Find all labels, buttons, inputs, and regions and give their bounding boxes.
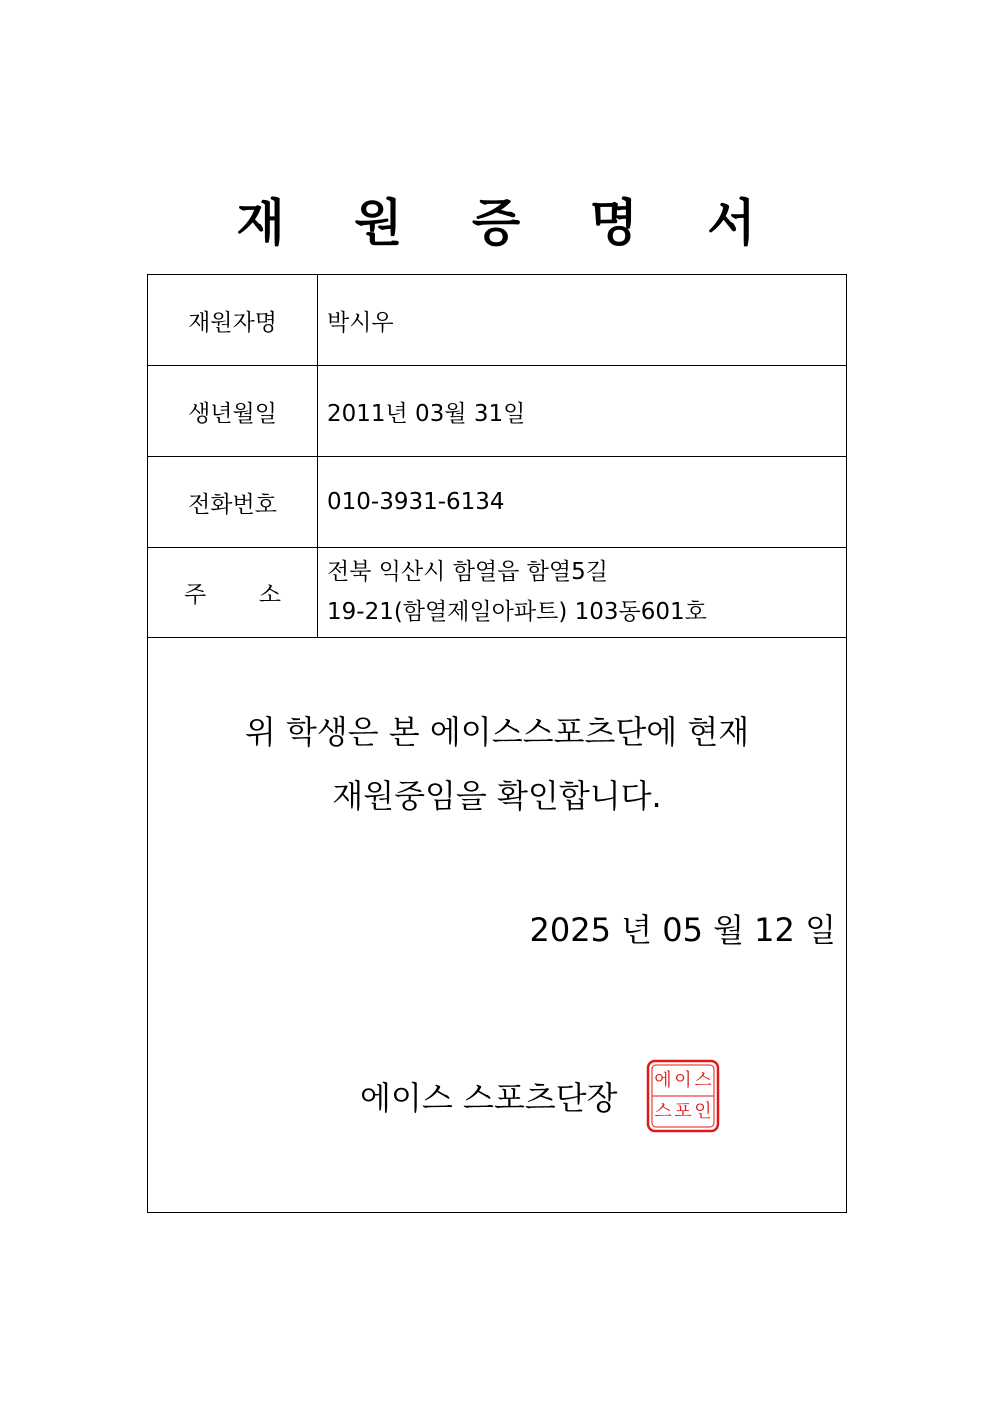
field-label-address: [148, 547, 318, 637]
certificate-box: [147, 274, 847, 1213]
field-value-phone: 010-3931-6134: [327, 489, 505, 515]
official-seal-icon: [646, 1059, 720, 1133]
field-label-phone: 전화번호: [148, 457, 318, 547]
svg-text:포: 포: [674, 1101, 692, 1122]
statement-line-1: 위 학생은 본 에이스스포츠단에 현재: [244, 713, 750, 751]
field-row-phone: [148, 457, 846, 548]
svg-text:이: 이: [674, 1070, 692, 1091]
field-row-birthdate: [148, 366, 846, 457]
confirmation-statement: [148, 700, 846, 828]
svg-text:에: 에: [654, 1070, 672, 1091]
field-value-birthdate: 2011년 03월 31일: [327, 400, 526, 427]
field-row-address: [148, 547, 846, 638]
field-row-name: [148, 275, 846, 366]
address-label-left: 주: [184, 581, 207, 608]
statement-line-2: 재원중임을 확인합니다.: [332, 777, 662, 815]
issue-date: 2025 년 05 월 12 일: [529, 911, 836, 949]
address-line-2: 19-21(함열제일아파트) 103동601호: [327, 599, 707, 625]
address-label-right: 소: [258, 581, 281, 608]
address-line-1: 전북 익산시 함열읍 함열5길: [327, 559, 608, 585]
field-value-address: [327, 547, 707, 637]
document-title: 재 원 증 명 서: [236, 194, 782, 252]
svg-text:스: 스: [654, 1101, 672, 1122]
svg-text:인: 인: [694, 1101, 712, 1122]
field-label-name: 재원자명: [148, 275, 318, 365]
field-label-birthdate: 생년월일: [148, 366, 318, 456]
issuer-title: 에이스 스포츠단장: [360, 1079, 618, 1117]
svg-text:스: 스: [694, 1070, 712, 1091]
field-value-name: 박시우: [327, 309, 394, 336]
